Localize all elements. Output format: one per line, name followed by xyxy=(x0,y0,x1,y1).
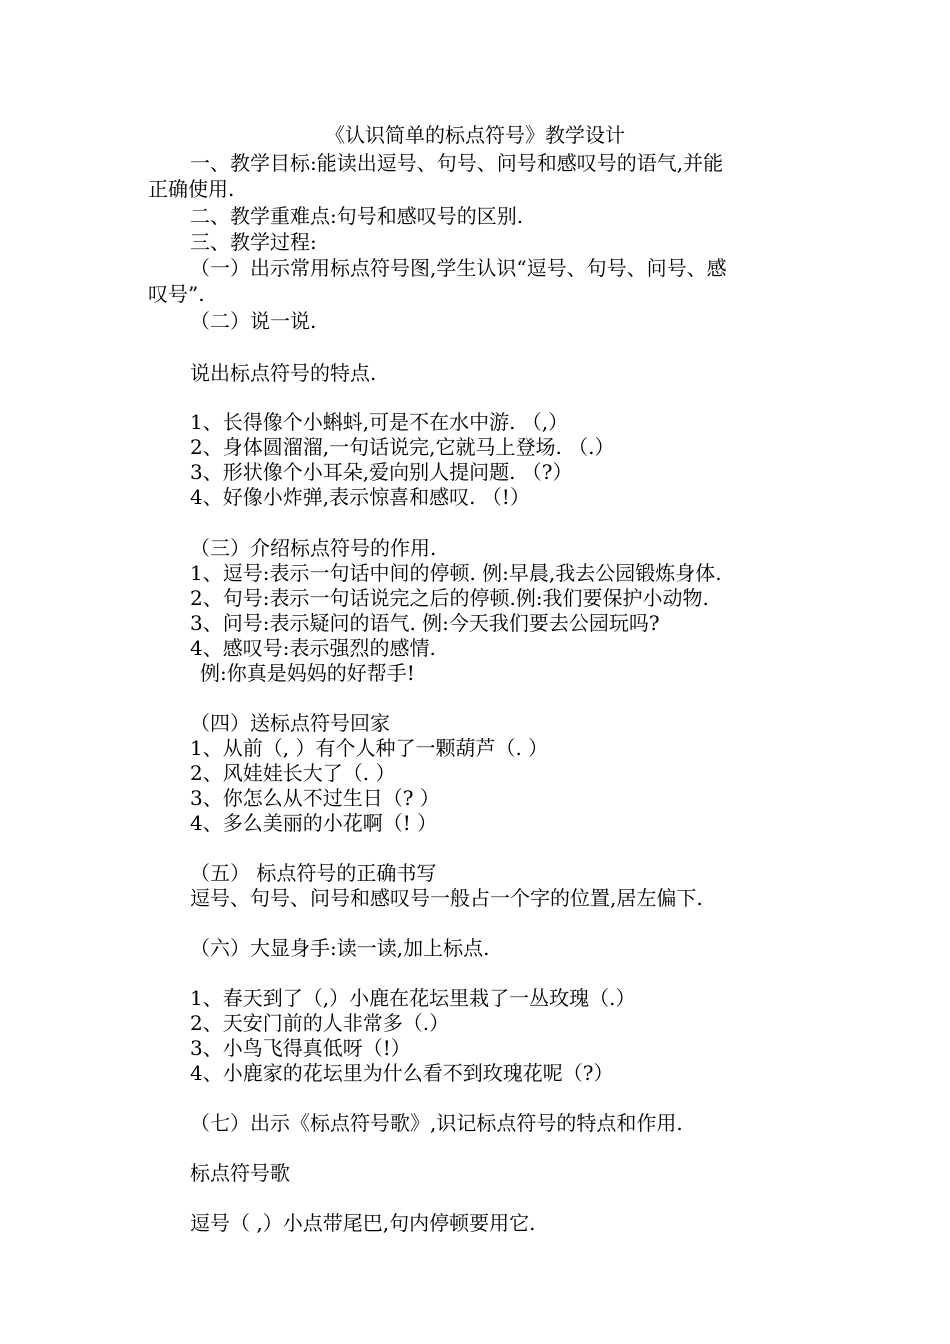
step-4-heading: （四）送标点符号回家 xyxy=(190,711,390,735)
document-title: 《认识简单的标点符号》教学设计 xyxy=(325,123,625,147)
practice-item: 2、天安门前的人非常多（.） xyxy=(190,1011,450,1035)
key-point: 二、教学重难点:句号和感叹号的区别. xyxy=(190,204,524,228)
step-3-heading: （三）介绍标点符号的作用. xyxy=(190,536,437,560)
teaching-process-heading: 三、教学过程: xyxy=(190,230,317,254)
teaching-goal-line-2: 正确使用. xyxy=(148,177,235,201)
step-5-heading: （五） 标点符号的正确书写 xyxy=(190,861,437,885)
use-4-example: 例:你真是妈妈的好帮手! xyxy=(200,661,415,685)
practice-item: 3、小鸟飞得真低呀（!） xyxy=(190,1036,411,1060)
step-2-intro: 说出标点符号的特点. xyxy=(190,361,377,385)
step-5-text: 逗号、句号、问号和感叹号一般占一个字的位置,居左偏下. xyxy=(190,886,703,910)
use-item: 2、句号:表示一句话说完之后的停顿.例:我们要保护小动物. xyxy=(190,586,709,610)
step-1-line-2: 叹号”. xyxy=(148,282,205,306)
practice-item: 4、小鹿家的花坛里为什么看不到玫瑰花呢（?） xyxy=(190,1061,614,1085)
riddle-item: 3、形状像个小耳朵,爱向别人提问题. （?） xyxy=(190,460,573,484)
song-title: 标点符号歌 xyxy=(190,1161,290,1185)
teaching-goal-line-1: 一、教学目标:能读出逗号、句号、问号和感叹号的语气,并能 xyxy=(190,151,724,175)
riddle-item: 2、身体圆溜溜,一句话说完,它就马上登场. （.） xyxy=(190,435,615,459)
step-7-heading: （七）出示《标点符号歌》,识记标点符号的特点和作用. xyxy=(190,1111,683,1135)
riddle-item: 4、好像小炸弹,表示惊喜和感叹. （!） xyxy=(190,485,530,509)
home-item: 3、你怎么从不过生日（? ） xyxy=(190,786,440,810)
riddle-item: 1、长得像个小蝌蚪,可是不在水中游. （,） xyxy=(190,410,569,434)
home-item: 1、从前（, ）有个人种了一颗葫芦（. ） xyxy=(190,736,549,760)
home-item: 2、风娃娃长大了（. ） xyxy=(190,761,396,785)
home-item: 4、多么美丽的小花啊（! ） xyxy=(190,811,438,835)
use-item: 4、感叹号:表示强烈的感情. xyxy=(190,636,436,660)
step-1-line-1: （一）出示常用标点符号图,学生认识“逗号、句号、问号、感 xyxy=(190,256,727,280)
step-2-heading: （二）说一说. xyxy=(190,309,317,333)
use-item: 1、逗号:表示一句话中间的停顿. 例:早晨,我去公园锻炼身体. xyxy=(190,561,722,585)
song-line: 逗号（ ,）小点带尾巴,句内停顿要用它. xyxy=(190,1211,536,1235)
practice-item: 1、春天到了（,）小鹿在花坛里栽了一丛玫瑰（.） xyxy=(190,986,636,1010)
use-item: 3、问号:表示疑问的语气. 例:今天我们要去公园玩吗? xyxy=(190,611,660,635)
step-6-heading: （六）大显身手:读一读,加上标点. xyxy=(190,936,490,960)
